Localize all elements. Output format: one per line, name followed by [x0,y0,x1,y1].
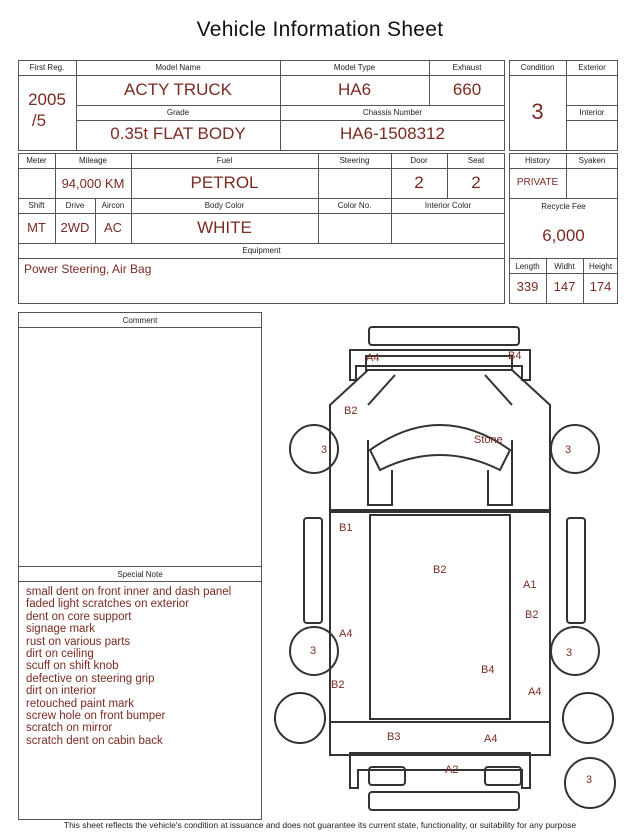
damage-mark: A4 [528,686,542,698]
special-notes-list [26,586,258,747]
door-value: 2 [414,173,424,192]
list-item: dirt on interior [26,685,97,698]
width-label: Widht [554,262,575,271]
damage-mark: A2 [445,764,459,776]
condition-value: 3 [531,99,544,124]
syaken-label: Syaken [578,156,606,165]
mileage-value: 94,000 KM [61,176,125,191]
truck-damage-diagram [268,318,630,818]
fuel-label: Fuel [216,156,233,165]
steering-label: Steering [339,156,370,165]
damage-mark: 3 [565,444,572,456]
aircon-label: Aircon [101,201,125,210]
damage-mark: B2 [433,564,447,576]
height-value: 174 [589,279,612,294]
seat-value: 2 [471,173,481,192]
condition-label: Condition [520,63,555,72]
fuel-value: PETROL [190,173,259,192]
chassis-number-value: HA6-1508312 [340,124,445,143]
list-item: faded light scratches on exterior [26,598,190,611]
color-no-label: Color No. [337,201,372,210]
damage-mark: Stone [474,434,503,446]
list-item: dirt on ceiling [26,648,94,661]
footer-disclaimer: This sheet reflects the vehicle's condition at issuance and does not guarantee its current state, functionality, or suitability for any purpose [63,820,577,830]
aircon-value: AC [103,220,123,235]
body-color-value: WHITE [197,218,252,237]
damage-mark: 3 [566,647,573,659]
damage-mark: A4 [366,352,380,364]
damage-mark: B4 [481,664,495,676]
model-name-value: ACTY TRUCK [123,80,232,99]
exhaust-value: 660 [452,80,482,99]
page-title: Vehicle Information Sheet [196,18,444,41]
body-color-label: Body Color [204,201,245,210]
meter-label: Meter [26,156,47,165]
model-type-value: HA6 [337,80,372,99]
special-note-label: Special Note [117,570,163,579]
exhaust-label: Exhaust [452,63,482,72]
mileage-label: Mileage [78,156,107,165]
interior-color-label: Interior Color [424,201,472,210]
history-label: History [525,156,550,165]
damage-mark: A4 [339,628,353,640]
seat-label: Seat [467,156,485,165]
damage-mark: B4 [508,350,522,362]
damage-mark: 3 [586,774,593,786]
door-label: Door [410,156,428,165]
first-reg-month: /5 [31,111,47,130]
width-value: 147 [553,279,576,294]
list-item: signage mark [26,623,96,636]
list-item: rust on various parts [26,635,131,648]
comment-label: Comment [122,316,158,325]
list-item: dent on core support [26,610,132,623]
grade-label: Grade [166,108,190,117]
length-label: Length [515,262,540,271]
list-item: retouched paint mark [26,697,135,710]
model-name-label: Model Name [155,63,201,72]
recycle-fee-label: Recycle Fee [541,202,586,211]
damage-mark: 3 [310,645,317,657]
shift-label: Shift [28,201,45,210]
first-reg-label: First Reg. [29,63,65,72]
exterior-label: Exterior [578,63,606,72]
list-item: defective on steering grip [26,672,155,685]
damage-mark: A1 [523,579,537,591]
shift-value: MT [27,220,46,235]
list-item: scratch on mirror [26,722,113,735]
chassis-number-label: Chassis Number [362,108,423,117]
list-item: small dent on front inner and dash panel [26,586,232,598]
damage-mark: B2 [344,405,358,417]
damage-mark: B3 [387,731,401,743]
list-item: screw hole on front bumper [26,710,166,723]
drive-value: 2WD [60,220,90,235]
model-type-label: Model Type [333,63,376,72]
list-item: scuff on shift knob [26,660,119,673]
drive-label: Drive [65,201,85,210]
damage-mark: B1 [339,522,353,534]
recycle-fee-value: 6,000 [542,226,585,245]
list-item: scratch dent on cabin back [26,734,163,747]
damage-mark: B2 [525,609,539,621]
equipment-label: Equipment [242,246,281,255]
damage-mark: B2 [331,679,345,691]
height-label: Height [588,262,613,271]
equipment-value: Power Steering, Air Bag [24,262,152,276]
grade-value: 0.35t FLAT BODY [110,124,246,143]
first-reg-year: 2005 [28,90,66,109]
history-value: PRIVATE [516,177,559,188]
damage-mark: 3 [321,444,328,456]
length-value: 339 [516,279,539,294]
damage-mark: A4 [484,733,498,745]
interior-label: Interior [579,108,605,117]
